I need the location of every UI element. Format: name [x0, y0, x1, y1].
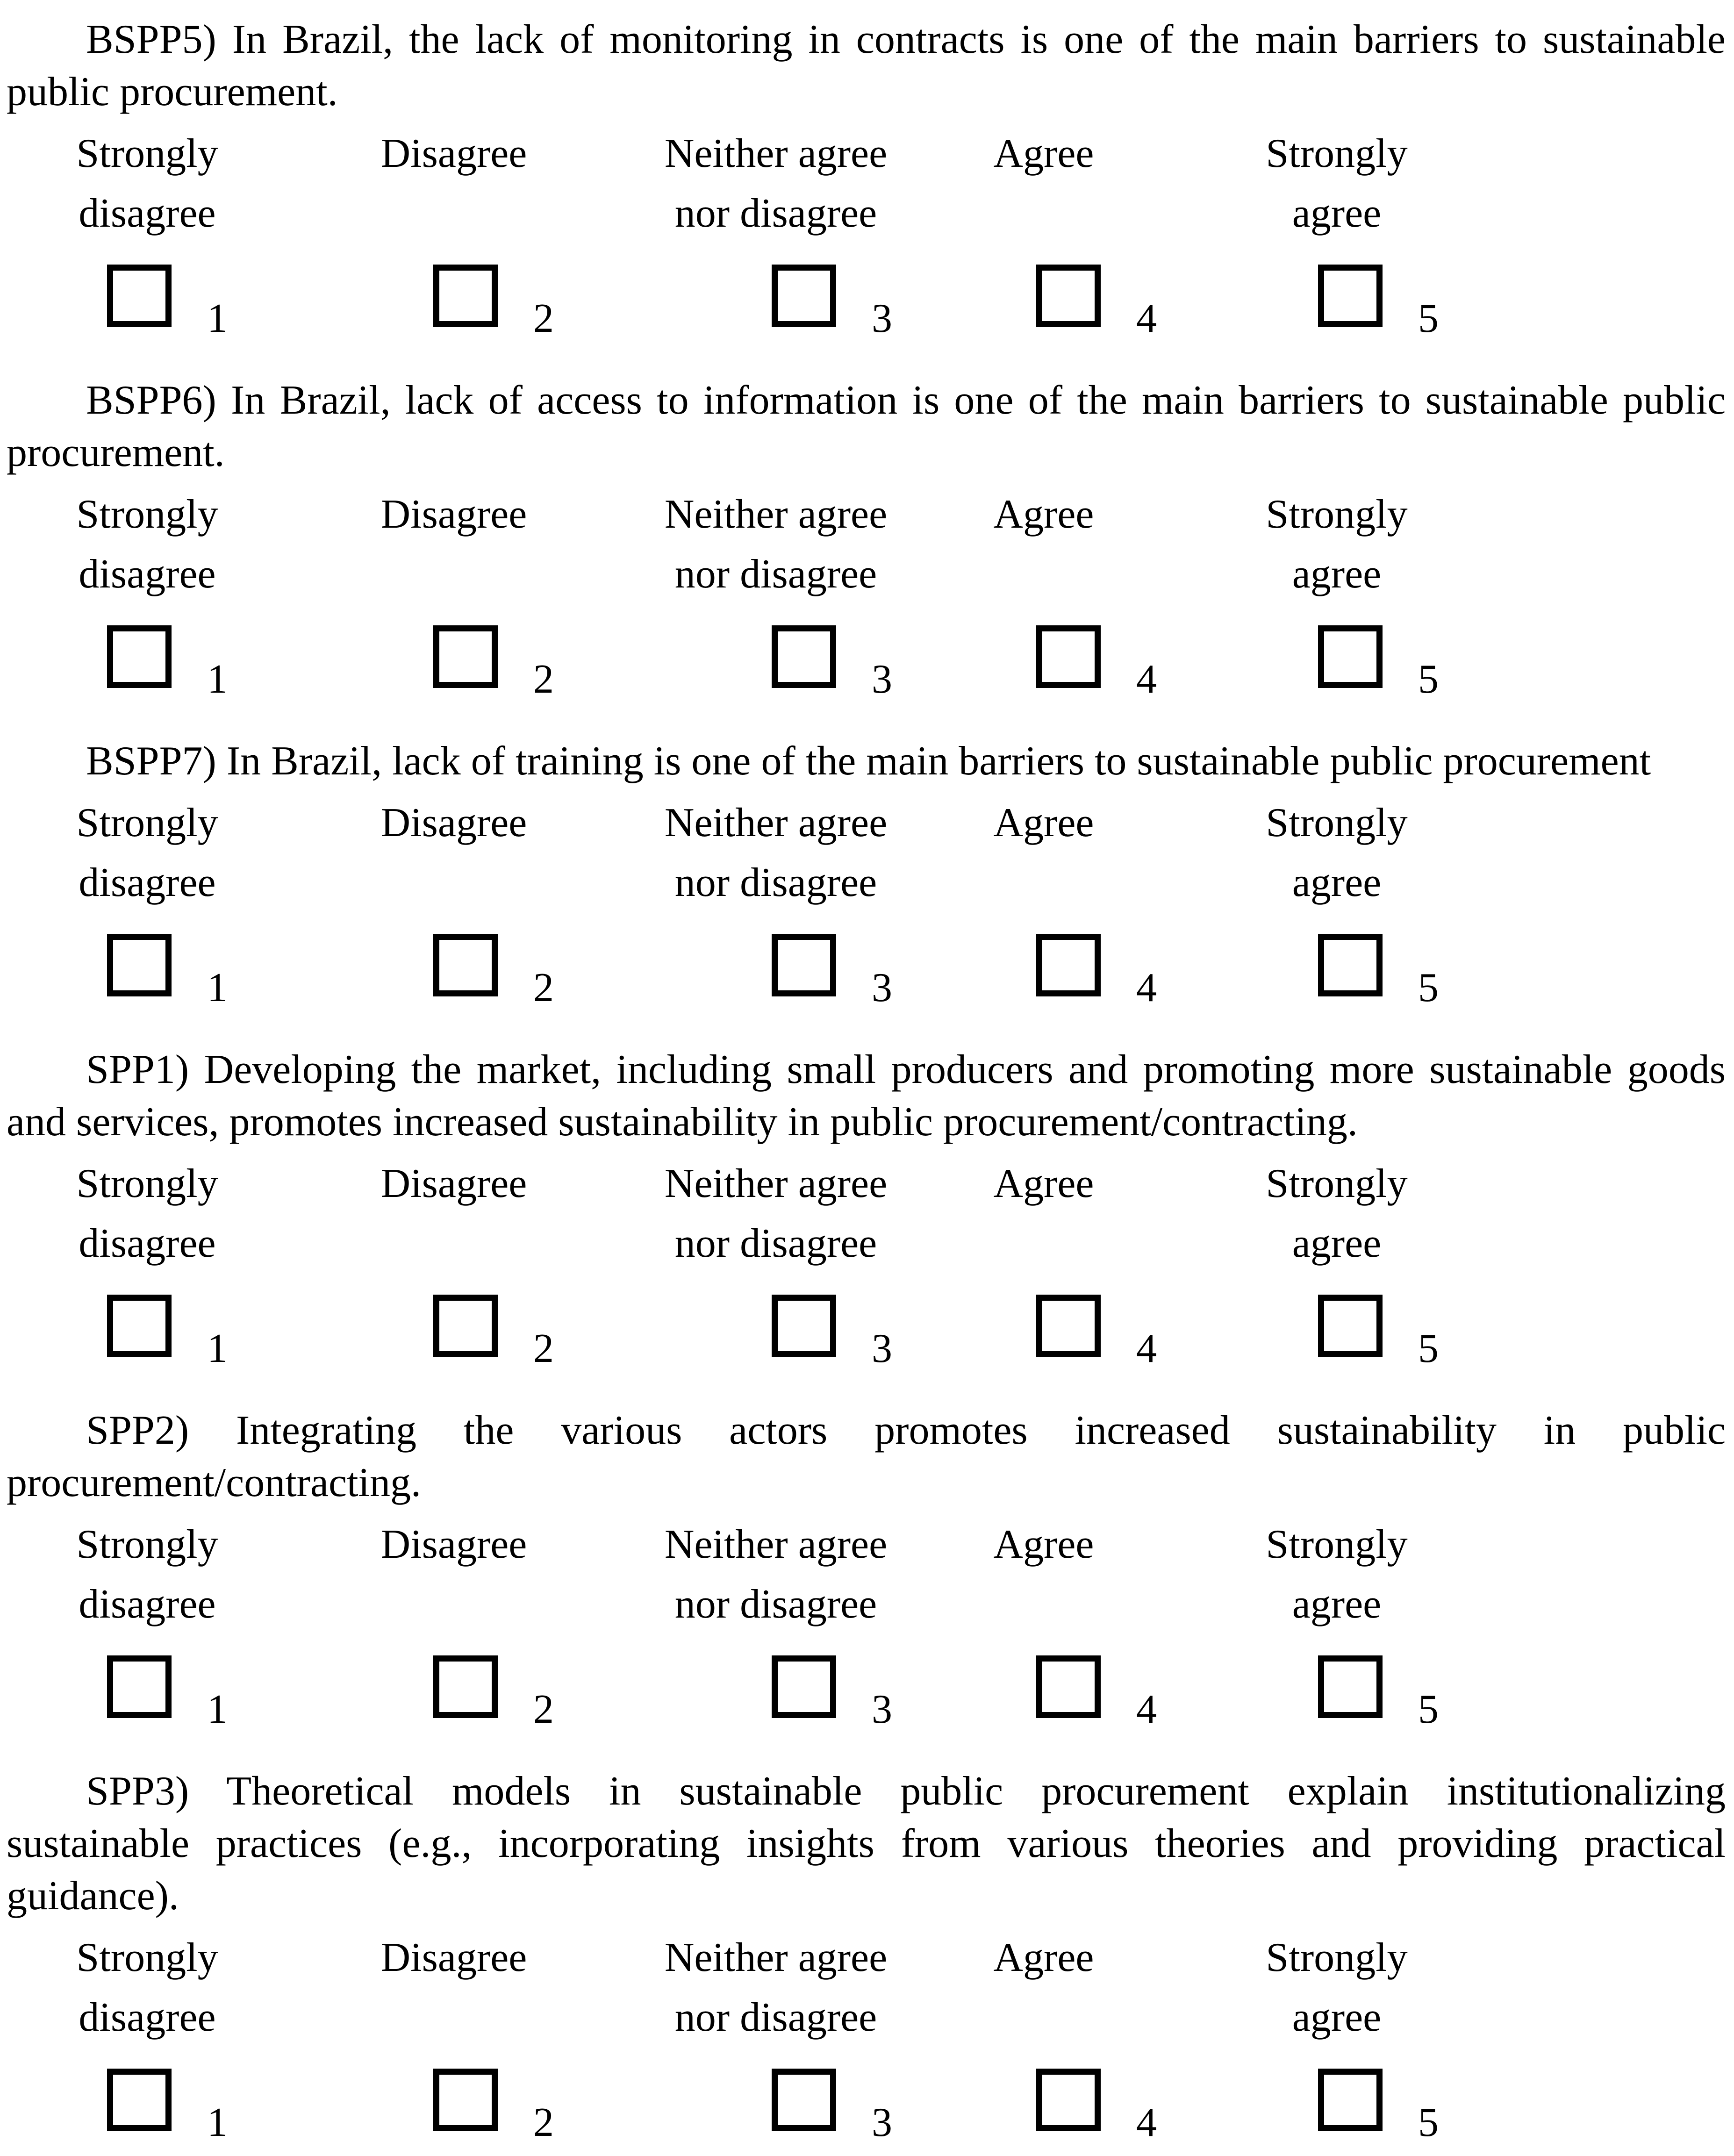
checkbox-option-5[interactable] — [1318, 265, 1383, 327]
likert-label-line: agree — [1292, 1221, 1382, 1266]
likert-cell-1 — [107, 934, 228, 1010]
question-block-bspp6 — [7, 374, 1726, 735]
likert-label-line: disagree — [79, 860, 216, 905]
checkbox-option-3[interactable] — [772, 265, 836, 327]
checkbox-option-5[interactable] — [1318, 1655, 1383, 1718]
likert-cell-4 — [1036, 1655, 1157, 1732]
checkbox-option-4[interactable] — [1036, 934, 1101, 996]
likert-label-line: disagree — [79, 1221, 216, 1266]
checkbox-value-label: 4 — [1136, 1687, 1157, 1732]
checkbox-value-label: 1 — [207, 965, 228, 1010]
likert-cell-5 — [1318, 625, 1439, 702]
question-line: and services, promotes increased sustainability in public procurement/contracting. — [7, 1099, 1358, 1145]
checkbox-value-label: 1 — [207, 1326, 228, 1371]
question-line: BSPP5) In Brazil, the lack of monitoring in contracts is one of the main barriers to sustainable — [86, 17, 1726, 62]
checkbox-value-label: 5 — [1418, 2100, 1439, 2145]
checkbox-value-label: 1 — [207, 296, 228, 341]
likert-label-disagree — [381, 793, 527, 853]
likert-label-line: disagree — [79, 1582, 216, 1627]
likert-cell-5 — [1318, 934, 1439, 1010]
checkbox-option-1[interactable] — [107, 625, 172, 688]
likert-label-line: Strongly — [76, 492, 218, 537]
likert-label-line: agree — [1292, 552, 1382, 597]
likert-cell-5 — [1318, 2069, 1439, 2145]
likert-label-strongly-agree — [1266, 1515, 1407, 1634]
likert-label-line: disagree — [79, 1995, 216, 2040]
likert-label-disagree — [381, 1154, 527, 1214]
checkbox-option-3[interactable] — [772, 934, 836, 996]
likert-label-strongly-disagree — [76, 1515, 218, 1634]
checkbox-value-label: 4 — [1136, 965, 1157, 1010]
likert-label-neither-agree-nor-disagree — [665, 793, 887, 913]
checkbox-value-label: 5 — [1418, 1326, 1439, 1371]
likert-label-line: Neither agree — [664, 1161, 888, 1206]
checkbox-option-5[interactable] — [1318, 2069, 1383, 2131]
likert-cell-3 — [772, 1295, 892, 1371]
likert-cell-1 — [107, 1655, 228, 1732]
checkbox-value-label: 3 — [872, 2100, 892, 2145]
likert-label-neither-agree-nor-disagree — [665, 1928, 887, 2048]
likert-label-strongly-disagree — [76, 793, 218, 913]
checkbox-option-5[interactable] — [1318, 934, 1383, 996]
likert-label-disagree — [381, 1515, 527, 1575]
likert-scale-spp1 — [7, 1148, 1726, 1404]
likert-label-line: Strongly — [1266, 1522, 1408, 1567]
checkbox-option-4[interactable] — [1036, 625, 1101, 688]
likert-label-line: Agree — [993, 800, 1094, 845]
checkbox-option-1[interactable] — [107, 934, 172, 996]
likert-label-strongly-agree — [1266, 793, 1407, 913]
likert-cell-5 — [1318, 1655, 1439, 1732]
likert-label-line: Agree — [993, 1935, 1094, 1980]
likert-scale-bspp7 — [7, 788, 1726, 1044]
checkbox-value-label: 4 — [1136, 657, 1157, 702]
likert-label-line: Disagree — [380, 1161, 527, 1206]
likert-label-line: disagree — [79, 191, 216, 236]
likert-label-line: Strongly — [1266, 1161, 1408, 1206]
checkbox-option-1[interactable] — [107, 1295, 172, 1357]
likert-cell-4 — [1036, 2069, 1157, 2145]
checkbox-option-5[interactable] — [1318, 1295, 1383, 1357]
likert-label-line: Strongly — [1266, 131, 1408, 176]
likert-label-line: Disagree — [380, 1935, 527, 1980]
likert-label-strongly-disagree — [76, 1928, 218, 2048]
checkbox-value-label: 3 — [872, 1326, 892, 1371]
likert-label-strongly-agree — [1266, 1928, 1407, 2048]
likert-label-line: Agree — [993, 131, 1094, 176]
likert-cell-2 — [433, 1655, 554, 1732]
likert-label-strongly-agree — [1266, 485, 1407, 604]
likert-label-line: Neither agree — [664, 131, 888, 176]
likert-label-disagree — [381, 124, 527, 184]
checkbox-value-label: 3 — [872, 965, 892, 1010]
checkbox-option-4[interactable] — [1036, 2069, 1101, 2131]
likert-cell-5 — [1318, 1295, 1439, 1371]
likert-scale-spp3 — [7, 1922, 1726, 2156]
likert-label-line: agree — [1292, 1582, 1382, 1627]
likert-label-line: nor disagree — [674, 1221, 877, 1266]
likert-label-agree — [994, 485, 1094, 544]
likert-label-line: Strongly — [76, 1935, 218, 1980]
likert-label-line: nor disagree — [674, 1582, 877, 1627]
likert-label-line: Strongly — [76, 800, 218, 845]
question-line: SPP1) Developing the market, including small producers and promoting more sustainable goods — [86, 1047, 1726, 1092]
checkbox-option-3[interactable] — [772, 625, 836, 688]
question-line: public procurement. — [7, 69, 338, 115]
question-line: BSPP6) In Brazil, lack of access to information is one of the main barriers to sustainable public — [86, 378, 1726, 423]
checkbox-value-label: 5 — [1418, 965, 1439, 1010]
checkbox-value-label: 1 — [207, 657, 228, 702]
checkbox-option-3[interactable] — [772, 1295, 836, 1357]
checkbox-value-label: 5 — [1418, 296, 1439, 341]
likert-cell-3 — [772, 2069, 892, 2145]
likert-label-line: nor disagree — [674, 191, 877, 236]
checkbox-value-label: 3 — [872, 657, 892, 702]
likert-cell-2 — [433, 934, 554, 1010]
question-line: procurement/contracting. — [7, 1460, 421, 1505]
likert-label-strongly-agree — [1266, 124, 1407, 244]
likert-label-line: disagree — [79, 552, 216, 597]
likert-label-line: Agree — [993, 1161, 1094, 1206]
likert-label-line: Neither agree — [664, 1935, 888, 1980]
checkbox-value-label: 4 — [1136, 296, 1157, 341]
likert-cell-4 — [1036, 265, 1157, 341]
likert-label-agree — [994, 1928, 1094, 1988]
likert-label-neither-agree-nor-disagree — [665, 1154, 887, 1274]
likert-label-strongly-agree — [1266, 1154, 1407, 1274]
likert-label-line: agree — [1292, 191, 1382, 236]
likert-label-neither-agree-nor-disagree — [665, 124, 887, 244]
checkbox-option-2[interactable] — [433, 2069, 498, 2131]
question-line: procurement. — [7, 430, 225, 475]
checkbox-value-label: 1 — [207, 1687, 228, 1732]
likert-cell-5 — [1318, 265, 1439, 341]
checkbox-value-label: 2 — [533, 1326, 554, 1371]
checkbox-value-label: 2 — [533, 657, 554, 702]
checkbox-value-label: 4 — [1136, 1326, 1157, 1371]
likert-label-line: Agree — [993, 492, 1094, 537]
likert-label-line: Neither agree — [664, 492, 888, 537]
likert-label-agree — [994, 124, 1094, 184]
likert-cell-2 — [433, 1295, 554, 1371]
likert-cell-4 — [1036, 934, 1157, 1010]
likert-label-line: Neither agree — [664, 1522, 888, 1567]
likert-label-agree — [994, 1515, 1094, 1575]
likert-cell-2 — [433, 2069, 554, 2145]
likert-label-neither-agree-nor-disagree — [665, 485, 887, 604]
checkbox-value-label: 2 — [533, 2100, 554, 2145]
checkbox-option-5[interactable] — [1318, 625, 1383, 688]
likert-scale-bspp6 — [7, 479, 1726, 735]
checkbox-option-3[interactable] — [772, 2069, 836, 2131]
likert-label-line: Strongly — [76, 131, 218, 176]
checkbox-option-4[interactable] — [1036, 265, 1101, 327]
question-block-bspp7 — [7, 735, 1726, 1044]
likert-label-strongly-disagree — [76, 124, 218, 244]
checkbox-option-2[interactable] — [433, 1295, 498, 1357]
checkbox-option-2[interactable] — [433, 1655, 498, 1718]
likert-scale-spp2 — [7, 1509, 1726, 1765]
likert-label-agree — [994, 1154, 1094, 1214]
likert-label-line: Strongly — [1266, 492, 1408, 537]
likert-label-line: agree — [1292, 860, 1382, 905]
likert-cell-2 — [433, 625, 554, 702]
checkbox-option-1[interactable] — [107, 1655, 172, 1718]
checkbox-value-label: 3 — [872, 296, 892, 341]
likert-label-strongly-disagree — [76, 1154, 218, 1274]
checkbox-option-1[interactable] — [107, 265, 172, 327]
likert-label-line: Disagree — [380, 800, 527, 845]
likert-label-disagree — [381, 1928, 527, 1988]
likert-label-line: Strongly — [1266, 800, 1408, 845]
checkbox-option-2[interactable] — [433, 625, 498, 688]
checkbox-value-label: 4 — [1136, 2100, 1157, 2145]
likert-cell-3 — [772, 934, 892, 1010]
question-block-bspp5 — [7, 14, 1726, 374]
checkbox-value-label: 1 — [207, 2100, 228, 2145]
checkbox-value-label: 3 — [872, 1687, 892, 1732]
likert-scale-bspp5 — [7, 118, 1726, 374]
likert-label-strongly-disagree — [76, 485, 218, 604]
likert-cell-3 — [772, 265, 892, 341]
checkbox-value-label: 2 — [533, 296, 554, 341]
likert-label-line: nor disagree — [674, 860, 877, 905]
checkbox-value-label: 2 — [533, 1687, 554, 1732]
checkbox-option-2[interactable] — [433, 934, 498, 996]
question-line: SPP2) Integrating the various actors promotes increased sustainability in public — [86, 1408, 1726, 1453]
checkbox-value-label: 5 — [1418, 657, 1439, 702]
likert-label-disagree — [381, 485, 527, 544]
likert-label-line: Disagree — [380, 1522, 527, 1567]
likert-cell-4 — [1036, 1295, 1157, 1371]
likert-cell-3 — [772, 1655, 892, 1732]
likert-label-line: Neither agree — [664, 800, 888, 845]
likert-cell-1 — [107, 1295, 228, 1371]
likert-label-line: Disagree — [380, 131, 527, 176]
likert-label-neither-agree-nor-disagree — [665, 1515, 887, 1634]
likert-label-line: nor disagree — [674, 1995, 877, 2040]
checkbox-option-1[interactable] — [107, 2069, 172, 2131]
likert-cell-3 — [772, 625, 892, 702]
likert-cell-1 — [107, 265, 228, 341]
likert-label-line: Strongly — [76, 1522, 218, 1567]
checkbox-option-4[interactable] — [1036, 1655, 1101, 1718]
likert-cell-1 — [107, 625, 228, 702]
question-block-spp3 — [7, 1765, 1726, 2156]
likert-label-line: Strongly — [76, 1161, 218, 1206]
question-line: guidance). — [7, 1873, 179, 1919]
likert-label-line: nor disagree — [674, 552, 877, 597]
question-line: SPP3) Theoretical models in sustainable public procurement explain institutionalizing — [86, 1769, 1726, 1814]
checkbox-option-2[interactable] — [433, 265, 498, 327]
likert-cell-1 — [107, 2069, 228, 2145]
checkbox-option-3[interactable] — [772, 1655, 836, 1718]
checkbox-value-label: 2 — [533, 965, 554, 1010]
checkbox-option-4[interactable] — [1036, 1295, 1101, 1357]
likert-label-line: agree — [1292, 1995, 1382, 2040]
likert-cell-4 — [1036, 625, 1157, 702]
likert-label-agree — [994, 793, 1094, 853]
checkbox-value-label: 5 — [1418, 1687, 1439, 1732]
likert-label-line: Agree — [993, 1522, 1094, 1567]
likert-cell-2 — [433, 265, 554, 341]
question-line: sustainable practices (e.g., incorporating insights from various theories and providing practical — [7, 1821, 1726, 1866]
likert-label-line: Disagree — [380, 492, 527, 537]
question-block-spp2 — [7, 1404, 1726, 1765]
question-block-spp1 — [7, 1044, 1726, 1404]
question-line: BSPP7) In Brazil, lack of training is one of the main barriers to sustainable public procurement — [86, 738, 1651, 784]
likert-label-line: Strongly — [1266, 1935, 1408, 1980]
